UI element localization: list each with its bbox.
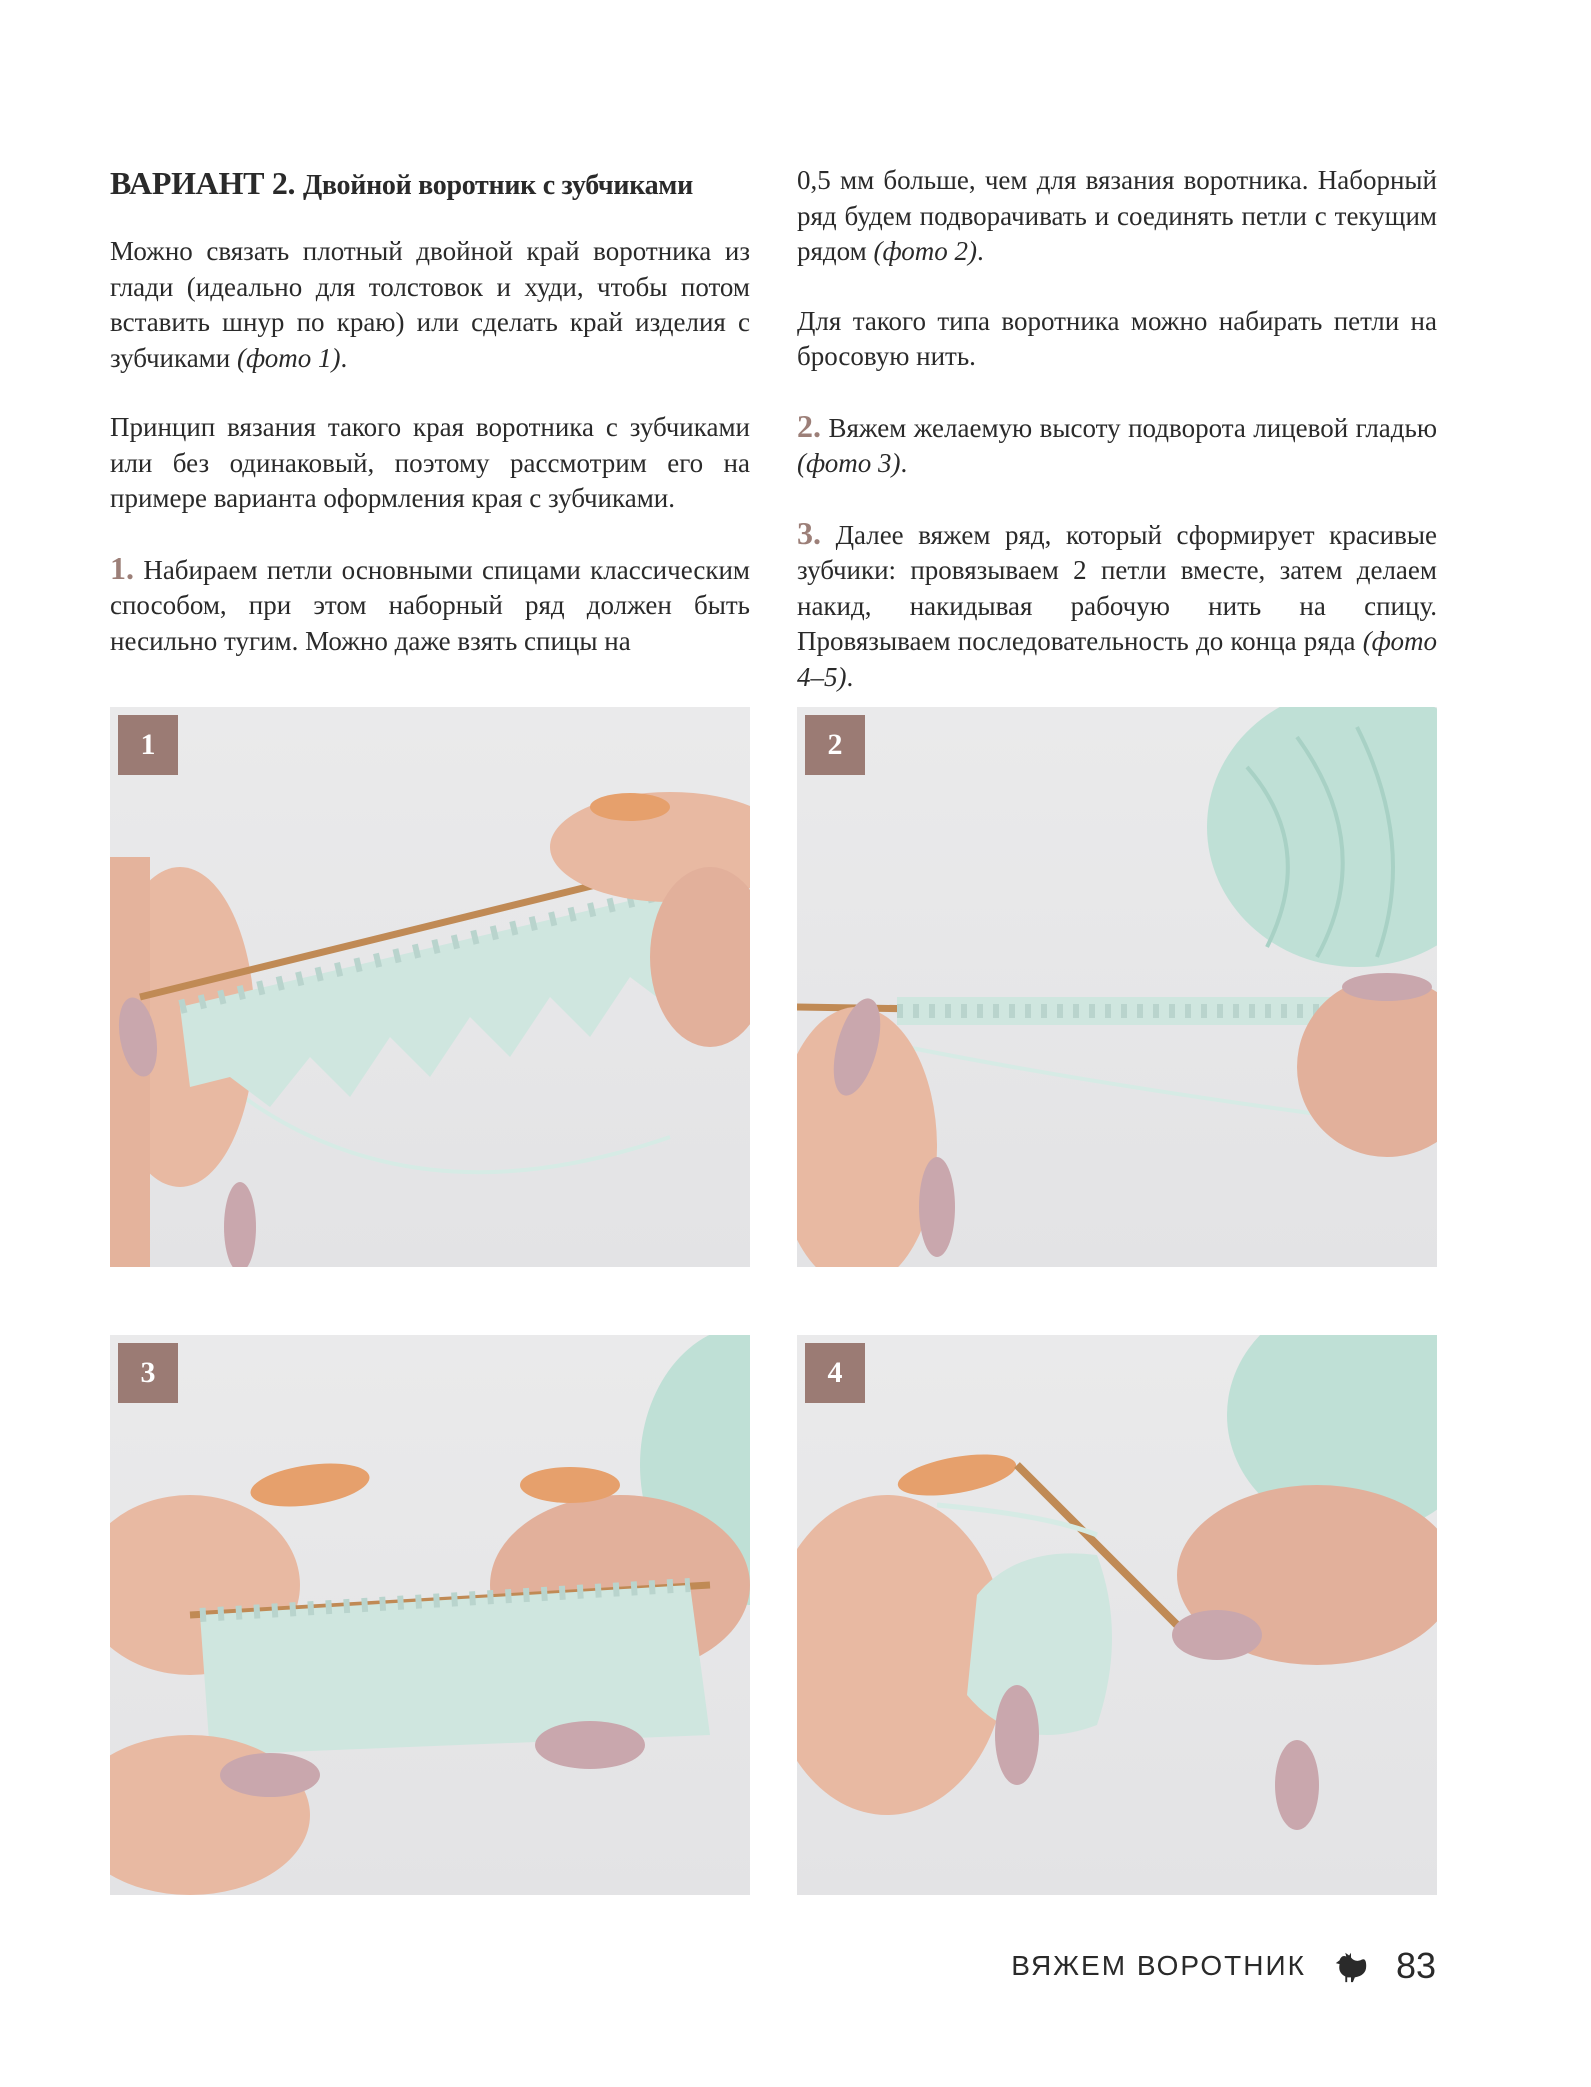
step-2 <box>797 409 1437 482</box>
step-end: . <box>846 661 854 692</box>
photo-1 <box>110 707 750 1267</box>
photo-badge: 1 <box>118 715 178 775</box>
knitting-illustration <box>797 1335 1437 1895</box>
step-text: Далее вяжем ряд, который сформирует красивые зубчики: провязываем 2 петли вместе, затем делаем накид, накидывая рабочую нить на спицу. Провязываем последовательность до конца ряда <box>797 519 1437 656</box>
photo-reference: (фото 4–5) <box>797 626 1437 692</box>
knitting-illustration <box>797 707 1437 1267</box>
paragraph-waste-yarn: Для такого типа воротника можно набирать петли на бросовую нить. <box>797 305 1437 371</box>
heading-variant: ВАРИАНТ 2. <box>110 165 296 201</box>
photo-badge: 2 <box>805 715 865 775</box>
photo-2 <box>797 707 1437 1267</box>
paragraph-continued <box>797 163 1437 270</box>
step-1 <box>110 551 750 660</box>
footer-section-title: ВЯЖЕМ ВОРОТНИК <box>1011 1950 1306 1981</box>
paragraph-end: . <box>340 342 348 373</box>
section-heading <box>110 163 750 206</box>
photo-reference: (фото 1) <box>236 342 341 373</box>
step-3 <box>797 516 1437 696</box>
paragraph-end: . <box>977 236 984 266</box>
step-number: 2. <box>797 407 821 444</box>
paragraph-continued-text: 0,5 мм больше, чем для вязания воротника. Наборный ряд будем подворачивать и соединять петли с текущим рядом <box>797 165 1437 266</box>
page-number: 83 <box>1395 1945 1436 1986</box>
knitting-illustration <box>110 707 750 1267</box>
hen-icon <box>1332 1947 1370 1985</box>
paragraph-intro <box>110 234 750 376</box>
photo-reference: (фото 2) <box>873 236 978 266</box>
paragraph-principle: Принцип вязания такого края воротника с зубчиками или без одинаковый, поэтому рассмотрим его на примере варианта оформления края с зубчиками. <box>110 412 750 513</box>
heading-title: Двойной воротник с зубчиками <box>302 170 693 201</box>
step-end: . <box>900 448 908 478</box>
step-text: Вяжем желаемую высоту подворота лицевой гладью <box>821 412 1437 443</box>
step-number: 1. <box>110 549 134 586</box>
photo-badge: 3 <box>118 1343 178 1403</box>
page-footer <box>1011 1945 1436 1987</box>
knitting-illustration <box>110 1335 750 1895</box>
right-column <box>797 163 1437 729</box>
step-text: Набираем петли основными спицами классическим способом, при этом наборный ряд должен быть несильно тугим. Можно даже взять спицы на <box>110 554 750 656</box>
paragraph-intro-text: Можно связать плотный двойной край воротника из глади (идеально для толстовок и худи, чтобы потом вставить шнур по краю) или сделать край изделия с зубчиками <box>110 236 750 373</box>
left-column <box>110 163 750 693</box>
photo-3 <box>110 1335 750 1895</box>
photo-badge: 4 <box>805 1343 865 1403</box>
photo-reference: (фото 3) <box>797 448 901 478</box>
step-number: 3. <box>797 514 821 551</box>
photo-4 <box>797 1335 1437 1895</box>
